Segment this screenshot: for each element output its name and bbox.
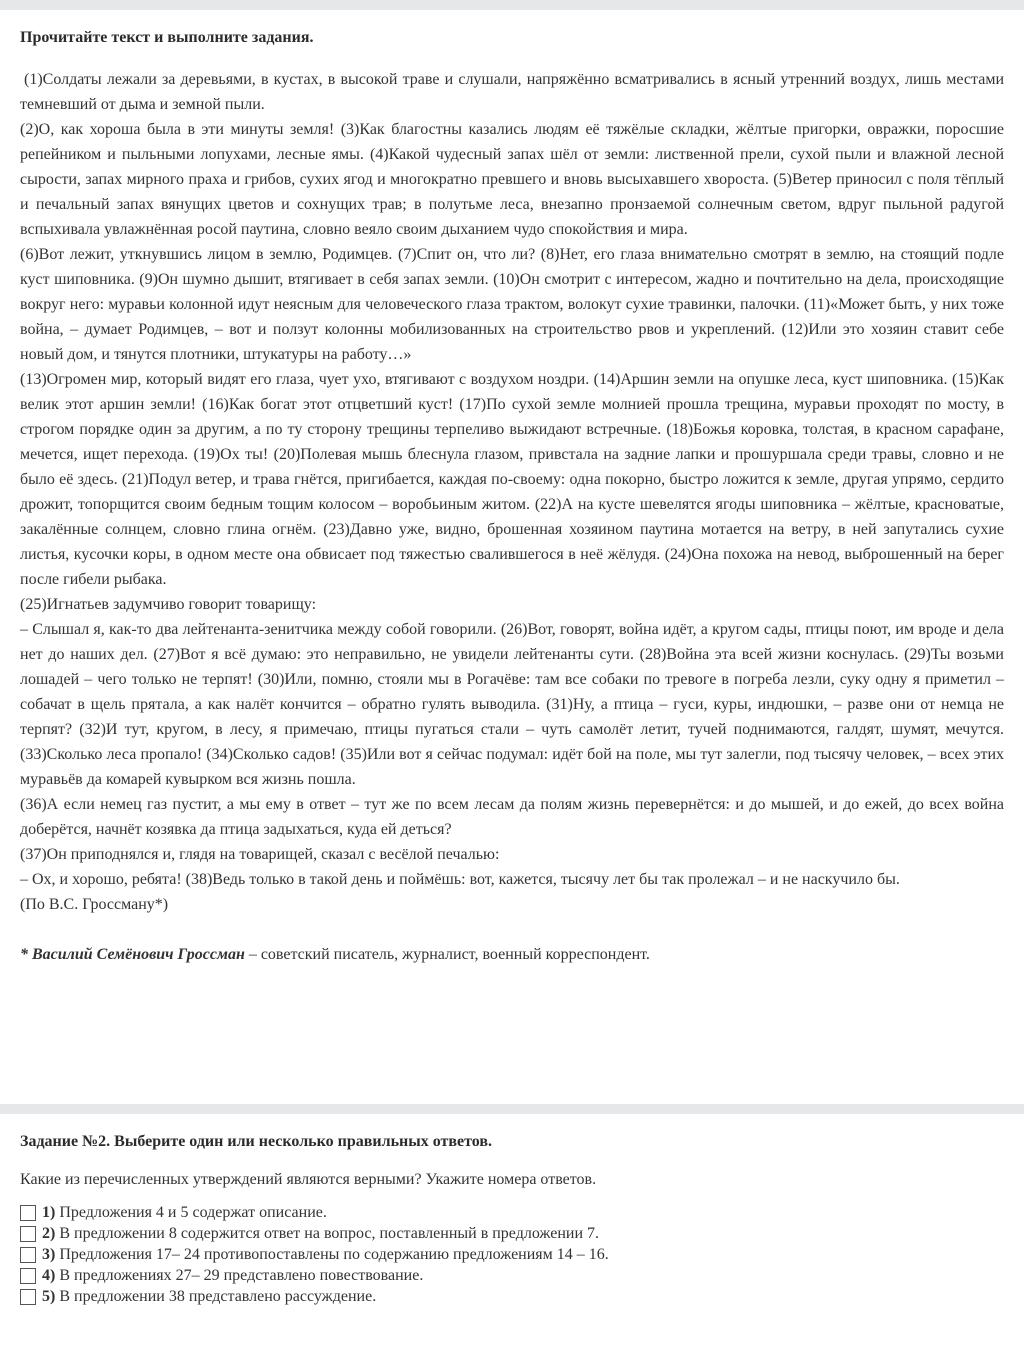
paragraph: (37)Он приподнялся и, глядя на товарищей, сказал с весёлой печалью: bbox=[20, 846, 500, 863]
task-title: Задание №2. Выберите один или несколько правильных ответов. bbox=[20, 1133, 493, 1150]
footnote-author-name: * Василий Семёнович Гроссман bbox=[20, 946, 245, 963]
answer-option-3[interactable] bbox=[20, 1244, 1004, 1265]
answer-option-4[interactable] bbox=[20, 1265, 1004, 1286]
answer-options bbox=[20, 1202, 1004, 1307]
paragraph: (36)А если немец газ пустит, а мы ему в ответ – тут же по всем лесам да полям жизнь перевернётся: и до мышей, и до ежей, до всех война доберётся, начнёт козявка да птица задыхаться, куда ей деться? bbox=[20, 796, 1004, 838]
option-text: Предложения 17– 24 противопоставлены по содержанию предложениям 14 – 16. bbox=[59, 1245, 609, 1263]
paragraph: (6)Вот лежит, уткнувшись лицом в землю, Родимцев. (7)Спит он, что ли? (8)Нет, его глаза внимательно смотрят в землю, на стоящий подле куст шиповника. (9)Он шумно дышит, втягивает в себя запах земли. (10)Он смотрит с интересом, жадно и почтительно на дела, происходящие вокруг него: муравьи колонной идут неясным для человеческого глаза трактом, волокут сухие травинки, палочки. (11)«Может быть, у них тоже война, – думает Родимцев, – вот и ползут колонны мобилизованных на строительство рвов и укреплений. (12)Или это хозяин ставит себе новый дом, и тянутся плотники, штукатуры на работу…» bbox=[20, 246, 1004, 363]
paragraph: – Ох, и хорошо, ребята! (38)Ведь только в такой день и поймёшь: вот, кажется, тысячу лет бы так пролежал – и не наскучило бы. bbox=[20, 871, 900, 888]
option-text: В предложении 8 содержится ответ на вопрос, поставленный в предложении 7. bbox=[59, 1224, 600, 1242]
answer-option-1[interactable] bbox=[20, 1202, 1004, 1223]
paragraph: (25)Игнатьев задумчиво говорит товарищу: bbox=[20, 596, 317, 613]
reading-text bbox=[20, 67, 1004, 917]
task-card bbox=[0, 1114, 1024, 1307]
top-separator bbox=[0, 0, 1024, 10]
option-number: 3) bbox=[42, 1245, 56, 1263]
paragraph: (1)Солдаты лежали за деревьями, в кустах, в высокой траве и слушали, напряжённо всматривались в ясный утренний воздух, лишь местами темневший от дыма и земной пыли. bbox=[20, 71, 1004, 113]
option-text: В предложениях 27– 29 представлено повествование. bbox=[59, 1266, 424, 1284]
option-text: Предложения 4 и 5 содержат описание. bbox=[59, 1203, 327, 1221]
option-number: 1) bbox=[42, 1203, 56, 1221]
reading-heading: Прочитайте текст и выполните задания. bbox=[20, 29, 314, 46]
option-text: В предложении 38 представлено рассуждение. bbox=[59, 1287, 377, 1305]
paragraph: (2)О, как хороша была в эти минуты земля! (3)Как благостны казались людям её тяжёлые складки, жёлтые пригорки, овражки, поросшие репейником и пыльными лопухами, лесные ямы. (4)Какой чудесный запах шёл от земли: лиственной прели, сухой пыли и влажной лесной сырости, запах мирного праха и грибов, сухих ягод и многократно превшего и вновь высыхавшего хвороста. (5)Ветер приносил с поля тёплый и печальный запах вянущих цветов и сохнущих трав; в полутьме леса, внезапно пронзаемой солнечным светом, вдруг пыльной радугой вспыхивала увлажнённая росой паутина, словно веяло своим дыханием чудо спокойствия и мира. bbox=[20, 121, 1004, 238]
paragraph: – Слышал я, как-то два лейтенанта-зенитчика между собой говорили. (26)Вот, говорят, война идёт, а кругом сады, птицы поют, им вроде и дела нет до наших дел. (27)Вот я всё думаю: это неправильно, не увидели лейтенанты сути. (28)Война эта всей жизни коснулась. (29)Ты возьми лошадей – чего только не терпят! (30)Или, помню, стояли мы в Рогачёве: там все собаки по тревоге в погреба лезли, суку одну я приметил – собачат в щель прятала, а как налёт кончится – обратно гулять выводила. (31)Ну, а птица – гуси, куры, индюшки, – разве они от немца не терпят? (32)И тут, кругом, в лесу, я примечаю, птицы пугаться стали – чуть самолёт летит, тучей поднимаются, галдят, шумят, мечутся. (33)Сколько леса пропало! (34)Сколько садов! (35)Или вот я сейчас подумал: идёт бой на поле, мы тут залегли, под тысячу человек, – всех этих муравьёв да комарей кувырком вся жизнь пошла. bbox=[20, 621, 1004, 788]
paragraph: (13)Огромен мир, который видят его глаза, чует ухо, втягивают с воздухом ноздри. (14)Аршин земли на опушке леса, куст шиповника. (15)Как велик этот аршин земли! (16)Как богат этот отцветший куст! (17)По сухой земле молнией прошла трещина, муравьи проходят по мосту, в строгом порядке один за другим, а по ту сторону трещины терпеливо выжидают встречные. (18)Божья коровка, толстая, в красном сарафане, мечется, ищет перехода. (19)Ох ты! (20)Полевая мышь блеснула глазом, привстала на задние лапки и прошуршала среди травы, словно и не было её здесь. (21)Подул ветер, и трава гнётся, пригибается, каждая по-своему: одна покорно, быстро ложится к земле, другая упрямо, сердито дрожит, топорщится своим бедным тощим колосом – воробьиным житом. (22)А на кусте шевелятся ягоды шиповника – жёлтые, красноватые, закалённые солнцем, словно глина огнём. (23)Давно уже, видно, брошенная хозяином паутина мотается на ветру, в ней запутались сухие листья, кусочки коры, в одном месте она обвисает под тяжестью свалившегося в неё жёлудя. (24)Она похожа на невод, выброшенный на берег после гибели рыбака. bbox=[20, 371, 1004, 588]
reading-card bbox=[0, 10, 1024, 1104]
source-attribution: (По В.С. Гроссману*) bbox=[20, 896, 169, 913]
author-footnote bbox=[20, 945, 1004, 965]
answer-option-2[interactable] bbox=[20, 1223, 1004, 1244]
checkbox-icon[interactable] bbox=[20, 1289, 36, 1305]
checkbox-icon[interactable] bbox=[20, 1205, 36, 1221]
option-number: 2) bbox=[42, 1224, 56, 1242]
footnote-text: – советский писатель, журналист, военный корреспондент. bbox=[244, 946, 650, 963]
checkbox-icon[interactable] bbox=[20, 1247, 36, 1263]
answer-option-5[interactable] bbox=[20, 1286, 1004, 1307]
checkbox-icon[interactable] bbox=[20, 1226, 36, 1242]
section-separator bbox=[0, 1104, 1024, 1114]
option-number: 4) bbox=[42, 1266, 56, 1284]
task-question: Какие из перечисленных утверждений являются верными? Укажите номера ответов. bbox=[20, 1171, 597, 1188]
checkbox-icon[interactable] bbox=[20, 1268, 36, 1284]
option-number: 5) bbox=[42, 1287, 56, 1305]
